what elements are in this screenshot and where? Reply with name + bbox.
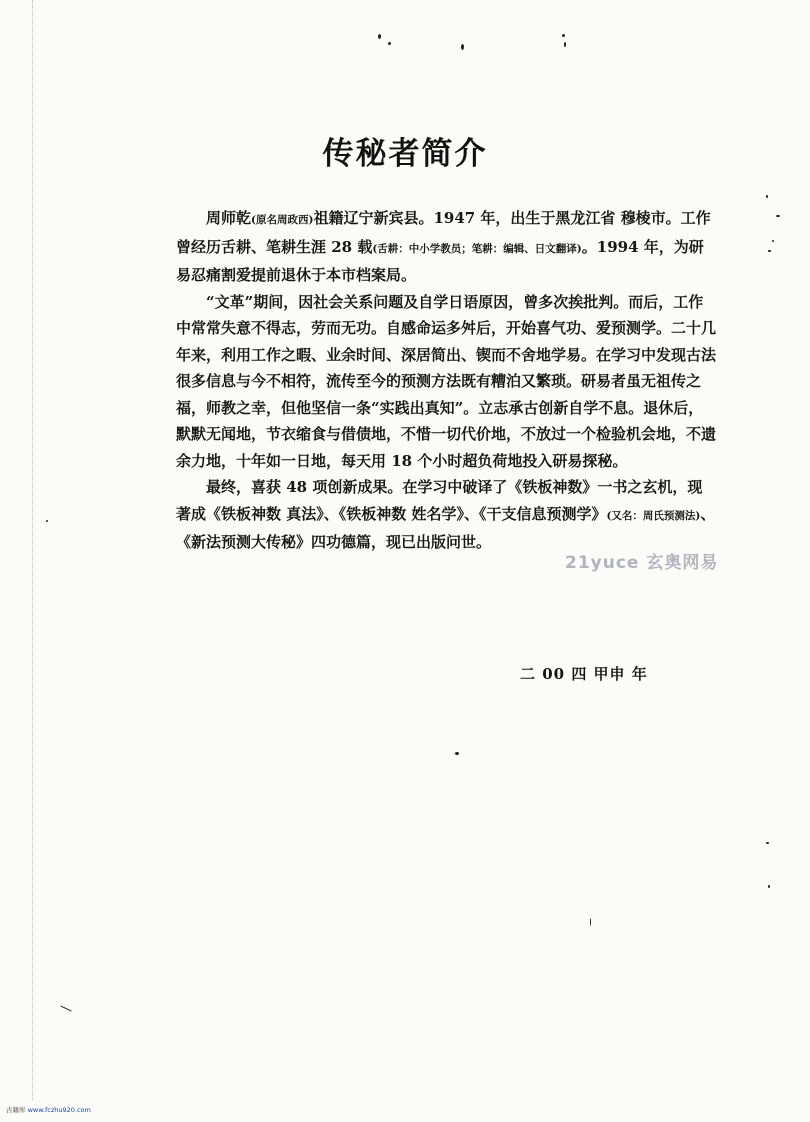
text-segment: 祖籍辽宁新宾县。1947 年，出生于黑龙江省 穆棱市。工作曾经历舌耕、笔耕生涯 28 载 [176, 209, 711, 256]
footer-label: 古籍库 [6, 1106, 26, 1114]
scan-speck [378, 34, 381, 39]
scan-speck [46, 520, 48, 522]
page-title: 传秘者简介 [322, 136, 488, 172]
watermark-logo: 21yuce 玄奥网易 [565, 553, 719, 573]
scan-speck [562, 34, 565, 37]
text-segment: 最终，喜获 48 项创新成果。在学习中破译了《铁板神数》一书之玄机，现著成《铁板神数 真法》、《铁板神数 姓名学》、《干支信息预测学》 [176, 478, 703, 523]
text-segment: 。1994 年，为研易忍痛割爱提前退休于本市档案局。 [176, 237, 704, 284]
paragraph-history [176, 289, 716, 475]
scan-speck [768, 885, 770, 888]
text-segment: 、《新法预测大传秘》四功德篇，现已出版问世。 [176, 504, 716, 551]
paragraph-achievements [176, 474, 716, 556]
scan-speck [564, 42, 566, 47]
footer-url-link[interactable]: www.fczhu920.com [27, 1106, 91, 1114]
text-segment: 周师乾 [206, 209, 252, 227]
scan-speck [768, 250, 771, 252]
text-note: (原名周政西) [251, 214, 314, 226]
body-text [176, 205, 716, 556]
scan-speck [60, 1006, 71, 1012]
scan-speck [776, 215, 780, 217]
text-segment: “文革”期间，因社会关系问题及自学日语原因，曾多次挨批判。而后，工作中常常失意不得志，劳而无功。自感命运多舛后，开始喜气功、爱预测学。二十几年来，利用工作之暇、业余时间、深居简出、锲而不舍地学易。在学习中发现古法很多信息与今不相符，流传至今的预测方法既有糟泊又繁琐。研易者虽无祖传之福，师教之幸，但他坚信一条“实践出真知”。立志承古创新自学不息。退休后，默默无闻地，节衣缩食与借债地，不惜一切代价地，不放过一个检验机会地，不遗余力地，十年如一日地，每天用 18 个小时超负荷地投入研易探秘。 [176, 292, 717, 470]
scan-speck [590, 918, 591, 926]
date-line: 二 00 四 甲申 年 [520, 665, 648, 683]
scan-speck [455, 752, 459, 755]
scan-speck [766, 195, 768, 198]
paragraph-bio [176, 205, 716, 289]
scan-speck [461, 44, 464, 50]
text-note: (舌耕：中小学教员；笔耕：编辑、日文翻译) [372, 242, 582, 255]
text-note: (又名：周氏预测法) [606, 509, 701, 522]
footer [6, 1105, 91, 1114]
scan-speck [766, 842, 769, 844]
scan-speck [772, 240, 774, 242]
scan-speck [388, 42, 391, 45]
